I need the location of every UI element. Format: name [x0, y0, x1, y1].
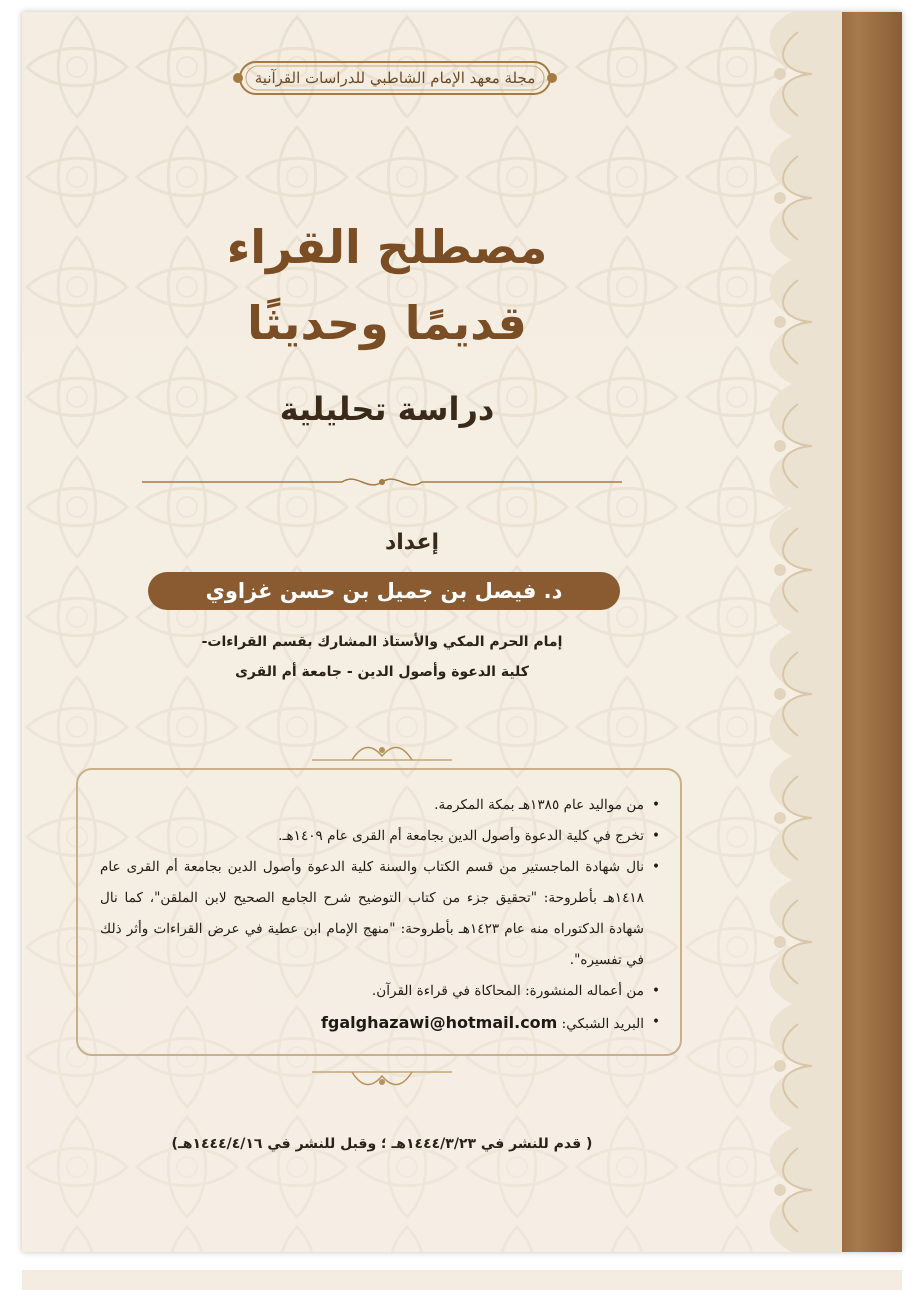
email-address: fgalghazawi@hotmail.com	[320, 1013, 558, 1032]
bio-item: • تخرج في كلية الدعوة وأصول الدين بجامعة أم القرى عام ١٤٠٩هـ.	[100, 821, 660, 852]
ornament-icon	[312, 740, 452, 764]
journal-page	[22, 12, 902, 1252]
email-label: البريد الشبكي:	[561, 1016, 644, 1032]
title-line-1: مصطلح القراء	[226, 220, 548, 274]
bio-item: • من مواليد عام ١٣٨٥هـ بمكة المكرمة.	[100, 790, 660, 821]
subtitle: دراسة تحليلية	[279, 390, 495, 428]
author-bio-box	[76, 768, 682, 1056]
author-affiliation-1: إمام الحرم المكي والأستاذ المشارك بقسم القراءات-	[201, 634, 563, 650]
ornament-divider-icon	[142, 472, 622, 492]
ornament-icon	[312, 1066, 452, 1090]
title-line-2: قديمًا وحديثًا	[247, 296, 527, 350]
bio-item: • نال شهادة الماجستير من قسم الكتاب والسنة كلية الدعوة وأصول الدين بجامعة أم القرى عام ١٤١٨هـ بأطروحة: "تحقيق جزء من كتاب التوضيح شرح الجامع الصحيح لابن الملقن"، كما نال شهادة الدكتوراه منه عام ١٤٢٣هـ بأطروحة: "منهج الإمام ابن عطية في عرض القراءات وأثر ذلك في تفسيره".	[100, 852, 660, 976]
bio-email-row	[100, 1007, 660, 1040]
author-name: د. فيصل بن جميل بن حسن غزاوي	[148, 572, 620, 610]
journal-name: مجلة معهد الإمام الشاطبي للدراسات القرآنية	[254, 69, 536, 87]
author-affiliation-2: كلية الدعوة وأصول الدين - جامعة أم القرى	[235, 664, 529, 680]
submission-dates: ( قدم للنشر في ١٤٤٤/٣/٢٣هـ ؛ وقبل للنشر في ١٤٤٤/٤/١٦هـ)	[171, 1136, 593, 1152]
bio-item: • من أعماله المنشورة: المحاكاة في قراءة القرآن.	[100, 976, 660, 1007]
prepared-by-label: إعداد	[384, 530, 440, 555]
lace-border-ornament	[732, 12, 842, 1252]
next-page-edge	[22, 1270, 902, 1290]
